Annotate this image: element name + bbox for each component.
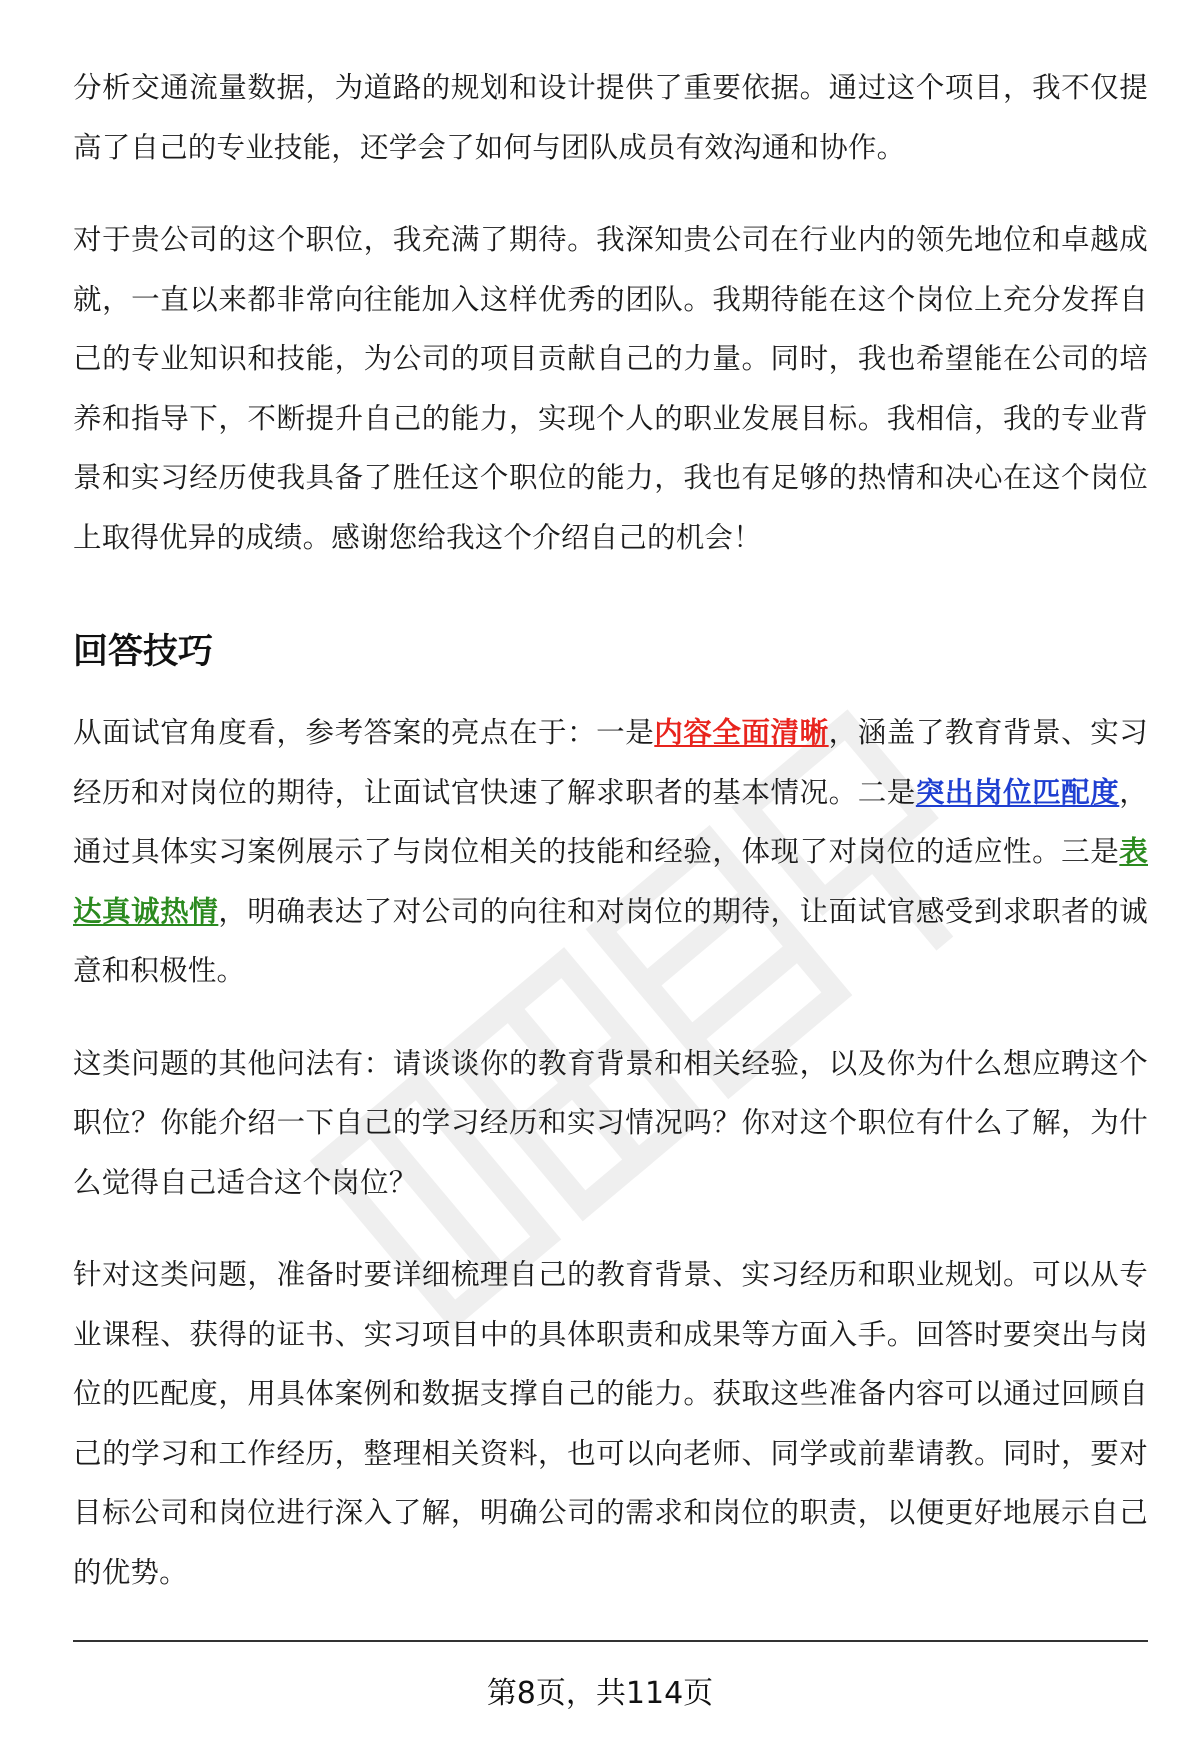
section-heading: 回答技巧 xyxy=(73,632,214,672)
paragraph-answer-tips xyxy=(73,703,1148,1001)
highlight-position-match: 突出岗位匹配度 xyxy=(915,775,1120,809)
paragraph-preparation: 针对这类问题，准备时要详细梳理自己的教育背景、实习经历和职业规划。可以从专业课程、获得的证书、实习项目中的具体职责和成果等方面入手。回答时要突出与岗位的匹配度，用具体案例和数据支撑自己的能力。获取这些准备内容可以通过回顾自己的学习和工作经历，整理相关资料，也可以向老师、同学或前辈请教。同时，要对目标公司和岗位进行深入了解，明确公司的需求和岗位的职责，以便更好地展示自己的优势。 xyxy=(73,1258,1148,1589)
tips-text-1: 从面试官角度看，参考答案的亮点在于：一是 xyxy=(73,716,655,749)
footer-divider xyxy=(73,1640,1148,1642)
tips-text-4: ，明确表达了对公司的向往和对岗位的期待，让面试官感受到求职者的诚意和积极性。 xyxy=(73,894,1148,987)
document-page xyxy=(73,58,1148,1602)
tips-text-3: ，通过具体实习案例展示了与岗位相关的技能和经验，体现了对岗位的适应性。三是 xyxy=(73,775,1148,868)
highlight-sincere-enthusiasm: 表达真诚热情 xyxy=(73,835,1148,928)
paragraph-other-questions: 这类问题的其他问法有：请谈谈你的教育背景和相关经验，以及你为什么想应聘这个职位？你能介绍一下自己的学习经历和实习情况吗？你对这个职位有什么了解，为什么觉得自己适合这个岗位？ xyxy=(73,1046,1148,1199)
page-number: 第8页，共114页 xyxy=(486,1676,714,1711)
paragraph-position-expectation: 对于贵公司的这个职位，我充满了期待。我深知贵公司在行业内的领先地位和卓越成就，一直以来都非常向往能加入这样优秀的团队。我期待能在这个岗位上充分发挥自己的专业知识和技能，为公司的项目贡献自己的力量。同时，我也希望能在公司的培养和指导下，不断提升自己的能力，实现个人的职业发展目标。我相信，我的专业背景和实习经历使我具备了胜任这个职位的能力，我也有足够的热情和决心在这个岗位上取得优异的成绩。感谢您给我这个介绍自己的机会！ xyxy=(73,223,1148,554)
highlight-content-complete: 内容全面清晰 xyxy=(654,716,829,749)
tips-text-2: ，涵盖了教育背景、实习经历和对岗位的期待，让面试官快速了解求职者的基本情况。二是 xyxy=(73,716,1149,809)
paragraph-project-summary: 分析交通流量数据，为道路的规划和设计提供了重要依据。通过这个项目，我不仅提高了自己的专业技能，还学会了如何与团队成员有效沟通和协作。 xyxy=(73,71,1148,164)
